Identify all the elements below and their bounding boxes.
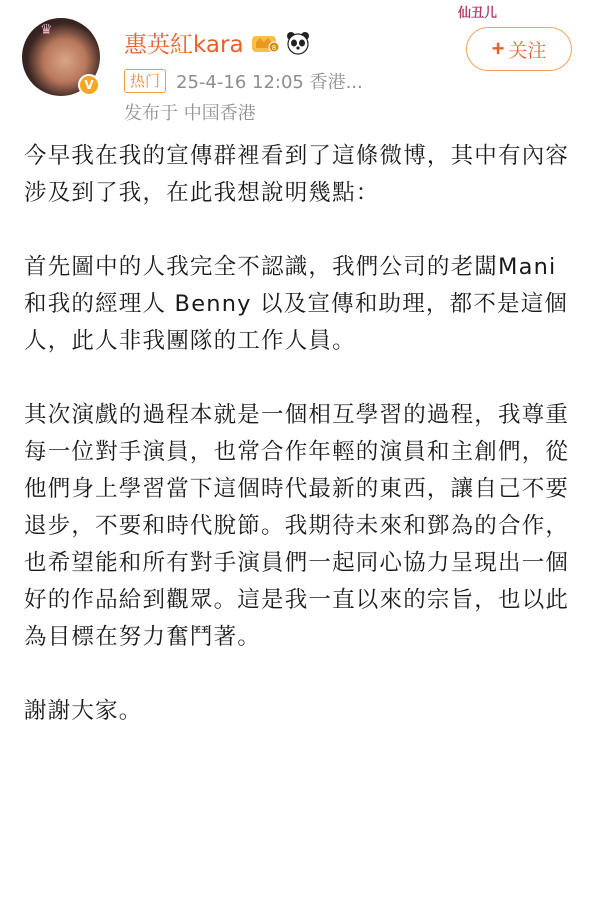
post-paragraph: 謝謝大家。 xyxy=(24,698,143,724)
post-location: 发布于 中国香港 xyxy=(124,103,256,124)
post-timestamp: 25-4-16 12:05 香港... xyxy=(176,72,363,93)
username-link[interactable]: 惠英紅kara xyxy=(124,32,244,58)
post-header xyxy=(0,0,600,128)
post-meta xyxy=(124,68,363,94)
post-paragraph: 首先圖中的人我完全不認識，我們公司的老闆Mani和我的經理人 Benny 以及宣傳和助理，都不是這個人，此人非我團隊的工作人員。 xyxy=(24,254,569,354)
crown-sticker-icon: ♛ xyxy=(40,22,53,38)
username-row xyxy=(124,26,310,59)
vip-crown-icon[interactable] xyxy=(250,32,280,54)
post-paragraph: 其次演戲的過程本就是一個相互學習的過程，我尊重每一位對手演員，也常合作年輕的演員和主創們，從他們身上學習當下這個時代最新的東西，讓自己不要退步，不要和時代脫節。我期待未來和鄧為的合作，也希望能和所有對手演員們一起同心協力呈現出一個好的作品給到觀眾。這是我一直以來的宗旨，也以此為目標在努力奮鬥著。 xyxy=(24,402,570,650)
verified-badge-icon: V xyxy=(78,74,100,96)
hot-badge[interactable]: 热门 xyxy=(124,69,166,93)
post-body xyxy=(24,138,580,767)
follow-button[interactable] xyxy=(466,27,572,71)
sticker-decoration xyxy=(458,0,538,24)
panda-icon[interactable] xyxy=(286,31,310,55)
svg-text:8: 8 xyxy=(271,43,276,52)
plus-icon: + xyxy=(491,36,505,61)
sticker-text: 仙丑儿 xyxy=(458,6,498,21)
post-paragraph: 今早我在我的宣傳群裡看到了這條微博，其中有內容涉及到了我，在此我想說明幾點： xyxy=(24,143,570,206)
follow-label: 关注 xyxy=(508,40,547,62)
